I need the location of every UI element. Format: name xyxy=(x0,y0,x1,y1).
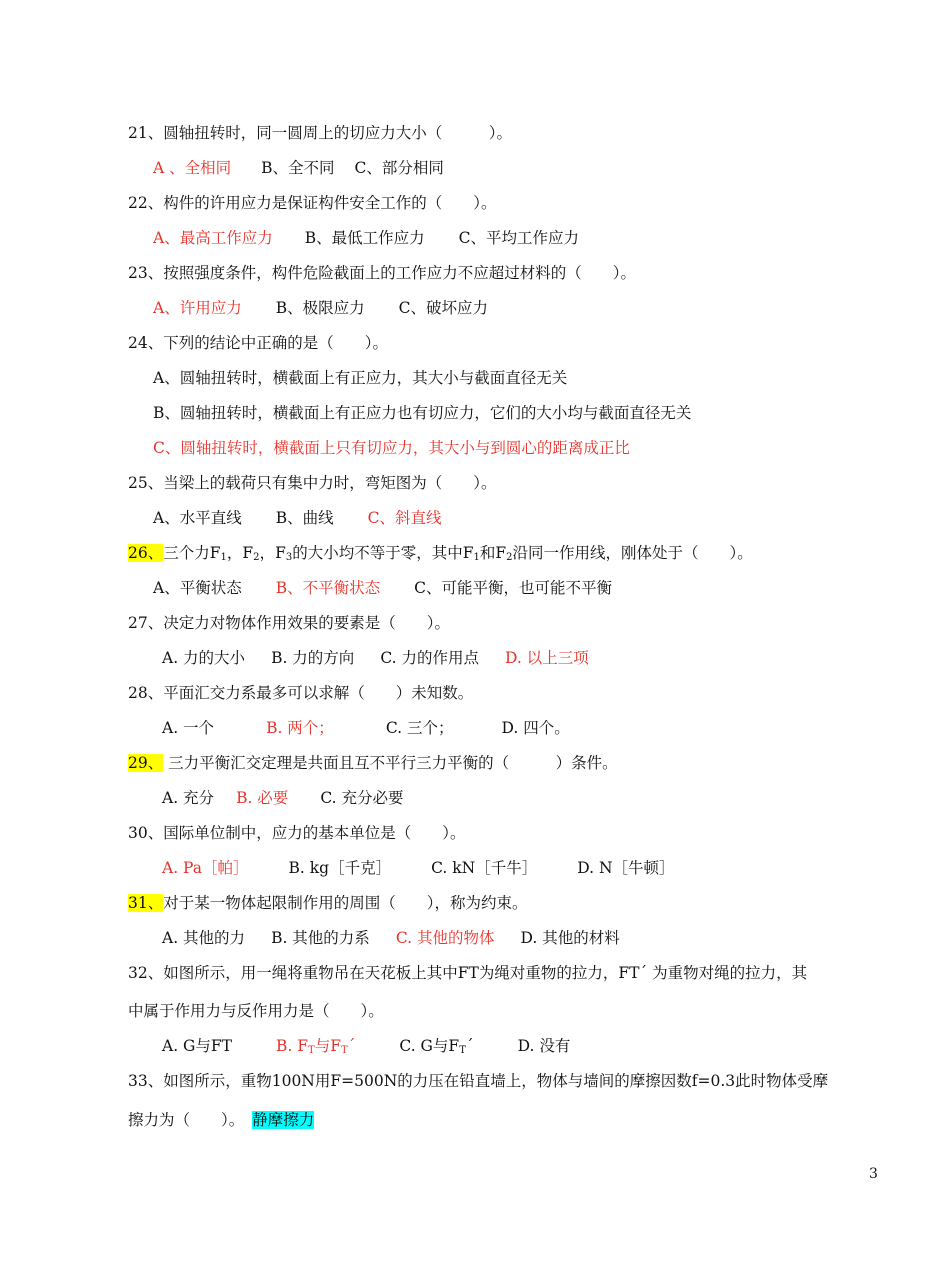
question-30: 30、国际单位制中，应力的基本单位是（ ）。 xyxy=(128,824,466,842)
question-25-options xyxy=(153,507,441,529)
option-a: A. 一个 xyxy=(162,719,215,737)
question-29: 29、 三力平衡汇交定理是共面且互不平行三力平衡的（ ）条件。 xyxy=(128,754,618,772)
option-a: A 、全相同 xyxy=(153,159,232,177)
question-28-options xyxy=(162,717,570,739)
question-31-options xyxy=(162,927,620,949)
question-22: 22、构件的许用应力是保证构件安全工作的（ ）。 xyxy=(128,194,497,212)
question-24-option-a: A、圆轴扭转时，横截面上有正应力，其大小与截面直径无关 xyxy=(153,369,568,387)
option-c: C、平均工作应力 xyxy=(458,229,579,247)
option-a: A. G与FT xyxy=(162,1037,233,1055)
question-26-options xyxy=(153,577,612,599)
option-b: B. 其他的力系 xyxy=(271,929,370,947)
question-32-line-1: 32、如图所示，用一绳将重物吊在天花板上其中FT为绳对重物的拉力，FT´ 为重物对绳的拉力，其 xyxy=(128,964,808,982)
option-a: A、许用应力 xyxy=(153,299,242,317)
option-c: C、可能平衡，也可能不平衡 xyxy=(414,579,612,597)
question-27-options xyxy=(162,647,589,669)
page-number: 3 xyxy=(869,1166,878,1182)
question-30-options xyxy=(162,857,675,879)
option-c: C、部分相同 xyxy=(354,159,444,177)
question-24: 24、下列的结论中正确的是（ ）。 xyxy=(128,334,388,352)
option-b: B、不平衡状态 xyxy=(275,579,381,597)
option-c: C. 三个； xyxy=(385,719,454,737)
option-b: B、最低工作应力 xyxy=(304,229,425,247)
question-number-highlight: 26、 xyxy=(128,544,164,562)
option-b: B、曲线 xyxy=(275,509,334,527)
option-b: B. kg［千克］ xyxy=(288,859,392,877)
option-c: C. G与$F_T´$ xyxy=(399,1037,474,1056)
option-c: C. 充分必要 xyxy=(320,789,404,807)
question-25: 25、当梁上的载荷只有集中力时，弯矩图为（ ）。 xyxy=(128,474,497,492)
question-33-line-1: 33、如图所示，重物100N用F=500N的力压在铅直墙上，物体与墙间的摩擦因数f=0.3此时物体受摩 xyxy=(128,1072,829,1090)
question-21: 21、圆轴扭转时，同一圆周上的切应力大小（ ）。 xyxy=(128,124,512,142)
question-22-options xyxy=(153,227,579,249)
question-31: 31、对于某一物体起限制作用的周围（ ），称为约束。 xyxy=(128,894,528,912)
option-c: C、破坏应力 xyxy=(398,299,488,317)
option-c: C. 力的作用点 xyxy=(380,649,479,667)
option-a: A. 力的大小 xyxy=(162,649,246,667)
question-23-options xyxy=(153,297,488,319)
option-b: B、极限应力 xyxy=(275,299,365,317)
question-33-line-2: 擦力为（ ）。 静摩擦力 xyxy=(128,1111,315,1129)
question-24-option-b: B、圆轴扭转时，横截面上有正应力也有切应力，它们的大小均与截面直径无关 xyxy=(153,404,692,422)
option-d: D. 以上三项 xyxy=(504,649,589,667)
question-24-option-c: C、圆轴扭转时，横截面上只有切应力，其大小与到圆心的距离成正比 xyxy=(153,439,630,457)
option-a: A. Pa［帕］ xyxy=(162,859,249,877)
option-a: A. 其他的力 xyxy=(162,929,246,947)
option-d: D. N［牛顿］ xyxy=(577,859,675,877)
question-21-options xyxy=(153,157,444,179)
option-b: B. $F_T$与$F_T´$ xyxy=(276,1037,356,1056)
option-b: B. 必要 xyxy=(236,789,289,807)
option-d: D. 四个。 xyxy=(501,719,570,737)
option-b: B. 两个； xyxy=(266,719,334,737)
question-29-options xyxy=(162,787,403,809)
question-26: 26、三个力$F_1$，$F_2$，$F_3$的大小均不等于零，其中$F_1$和$F_2$沿同一作用线，刚体处于（ ）。 xyxy=(128,544,753,563)
option-c: C. 其他的物体 xyxy=(395,929,495,947)
option-d: D. 没有 xyxy=(517,1037,571,1055)
question-32-line-2: 中属于作用力与反作用力是（ ）。 xyxy=(128,1002,384,1020)
question-number-highlight: 29、 xyxy=(128,754,164,772)
option-d: D. 其他的材料 xyxy=(520,929,620,947)
option-c: C、斜直线 xyxy=(367,509,442,527)
option-c: C. kN［千牛］ xyxy=(431,859,538,877)
option-a: A、水平直线 xyxy=(153,509,242,527)
question-32-options xyxy=(162,1035,570,1057)
answer-highlight: 静摩擦力 xyxy=(252,1111,315,1129)
option-a: A. 充分 xyxy=(162,789,215,807)
question-number-highlight: 31、 xyxy=(128,894,164,912)
question-28: 28、平面汇交力系最多可以求解（ ）未知数。 xyxy=(128,684,474,702)
option-b: B. 力的方向 xyxy=(271,649,355,667)
question-23: 23、按照强度条件，构件危险截面上的工作应力不应超过材料的（ ）。 xyxy=(128,264,636,282)
question-27: 27、决定力对物体作用效果的要素是（ ）。 xyxy=(128,614,450,632)
option-a: A、平衡状态 xyxy=(153,579,242,597)
option-a: A、最高工作应力 xyxy=(153,229,273,247)
option-b: B、全不同 xyxy=(261,159,335,177)
